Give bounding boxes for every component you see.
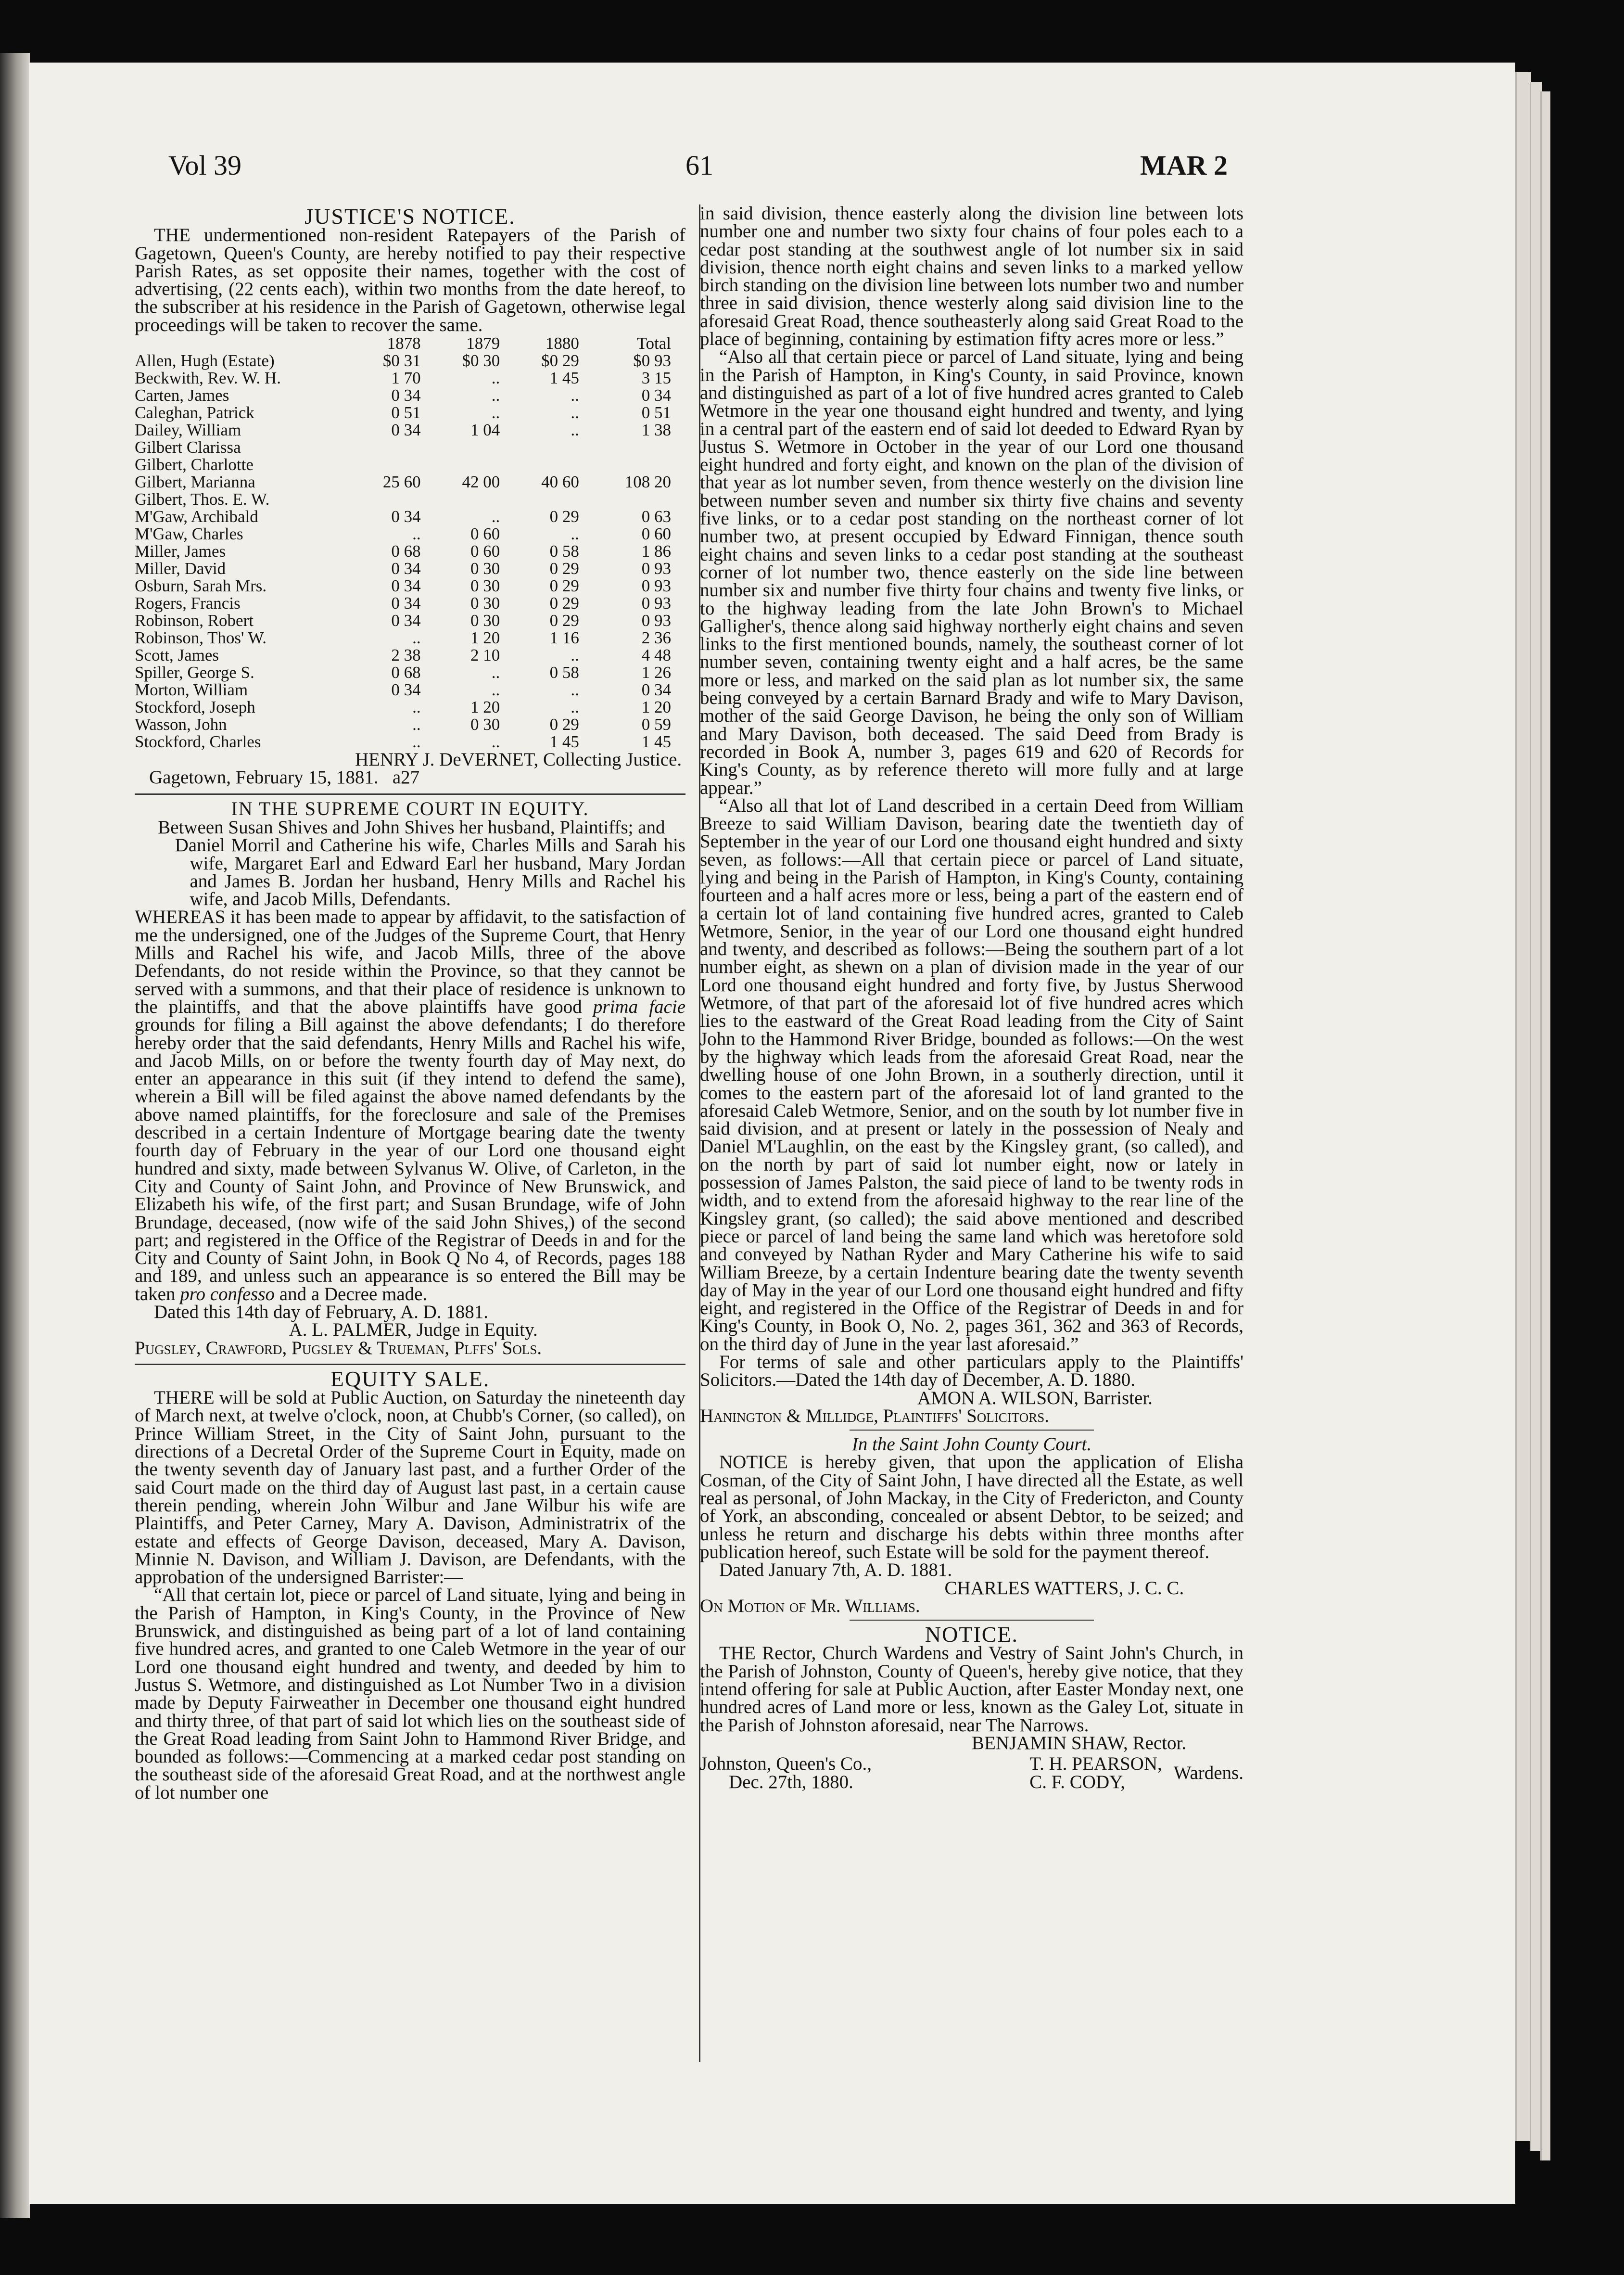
equity-order-body: WHEREAS it has been made to appear by affidavit, to the satisfaction of me the undersigned, one of the Judges of the Supreme Court, that Henry Mills and Rachel his wife, and Jacob Mills, three of the above Defendants, do not reside within the Province, so that they cannot be served with a summons, and that their place of residence is unknown to the plaintiffs, and that the above plaintiffs have good prima facie grounds for filing a Bill against the above defendants; I do therefore hereby order that the said defendants, Henry Mills and Rachel his wife, and Jacob Mills, on or before the twenty fourth day of May next, do enter an appearance in this suit (if they intend to defend the same), wherein a Bill will be filed against the above named defendants by the above named plaintiffs, for the foreclosure and sale of the Premises described in a certain Indenture of Mortgage bearing date the twenty fourth day of February in the year of our Lord one thousand eight hundred and sixty, made between Sylvanus W. Olive, of Carleton, in the City and County of Saint John, and Province of New Brunswick, and Elizabeth his wife, of the first part; and Susan Brundage, wife of John Brundage, deceased, (now wife of the said John Shives,) of the second part; and registered in the Office of the Registrar of Deeds in and for the City and County of Saint John, in Book Q No 4, of Records, pages 188 and 189, and unless such an appearance is so entered the Bill may be taken pro confesso and a Decree made. bbox=[135, 907, 685, 1304]
county-court-title: In the Saint John County Court. bbox=[851, 1434, 1092, 1455]
rate-cell: .. bbox=[491, 680, 500, 700]
rate-cell: 0 29 bbox=[549, 507, 579, 526]
rate-cell bbox=[594, 491, 685, 508]
county-court-body: NOTICE is hereby given, that upon the application of Elisha Cosman, of the City of Saint John, I have directed all the Estate, as well real as personal, of John Mackay, in the City of Fredericton, and County of York, an absconding, concealed or absent Debtor, to be seized; and unless he return and discharge his debts within three months after publication hereof, such Estate will be sold for the payment thereof. bbox=[700, 1452, 1243, 1562]
page-header bbox=[140, 149, 1241, 202]
rate-cell: 0 29 bbox=[549, 559, 579, 578]
table-row bbox=[135, 370, 685, 387]
rate-cell: .. bbox=[571, 646, 579, 665]
justice-notice-title: JUSTICE'S NOTICE. bbox=[304, 204, 516, 229]
rate-cell: 0 58 bbox=[549, 542, 579, 561]
rate-cell: 2 36 bbox=[641, 628, 671, 648]
county-court-dated: Dated January 7th, A. D. 1881. bbox=[719, 1559, 952, 1581]
rate-cell: 0 34 bbox=[641, 680, 671, 700]
table-row bbox=[135, 387, 685, 404]
equity-parties-plaintiffs: Between Susan Shives and John Shives her husband, Plaintiffs; and bbox=[158, 817, 665, 838]
ratepayer-name: M'Gaw, Charles bbox=[135, 524, 243, 544]
rate-cell bbox=[594, 439, 685, 456]
rate-cell: .. bbox=[571, 403, 579, 422]
rate-cell: 0 30 bbox=[470, 715, 500, 734]
rate-cell: 42 00 bbox=[462, 473, 500, 492]
ratepayer-name: Rogers, Francis bbox=[135, 594, 241, 613]
equity-solicitors: Pugsley, Crawford, Pugsley & Trueman, Plffs' Sols. bbox=[135, 1337, 542, 1358]
rate-cell: 0 34 bbox=[391, 594, 421, 613]
table-row bbox=[135, 629, 685, 647]
left-column bbox=[135, 204, 700, 2062]
equity-sale-body: THERE will be sold at Public Auction, on Saturday the nineteenth day of March next, at twelve o'clock, noon, at Chubb's Corner, (so called), on Prince William Street, in the City of Saint John, pursuant to the directions of a Decretal Order of the Supreme Court in Equity, made on the twenty seventh day of January last past, and a further Order of the said Court made on the third day of August last past, in a certain cause therein pending, wherein John Wilbur and Jane Wilbur his wife are Plaintiffs, and Peter Carney, Mary A. Davison, Administratrix of the estate and effects of George Davison, deceased, Mary A. Davison, Minnie N. Davison, and William J. Davison, are Defendants, with the approbation of the undersigned Barrister:— bbox=[135, 1387, 685, 1588]
divider bbox=[850, 1430, 1094, 1431]
ratepayer-name: Dailey, William bbox=[135, 421, 241, 440]
rate-cell bbox=[435, 491, 515, 508]
page-number: 61 bbox=[685, 150, 713, 181]
rate-cell: 1 20 bbox=[470, 628, 500, 648]
ratepayer-name: Gilbert, Thos. E. W. bbox=[135, 490, 270, 509]
equity-sale-terms: For terms of sale and other particulars apply to the Plaintiffs' Solicitors.—Dated the 14th day of December, A. D. 1880. bbox=[700, 1352, 1243, 1391]
rate-cell: 1 20 bbox=[641, 698, 671, 717]
notice-place-date: Johnston, Queen's Co., Dec. 27th, 1880. bbox=[700, 1753, 872, 1792]
rate-cell: 1 45 bbox=[549, 732, 579, 752]
warden-names: T. H. PEARSON, C. F. CODY, Wardens. bbox=[1029, 1753, 1243, 1792]
rate-cell: 3 15 bbox=[641, 369, 671, 388]
rate-cell: .. bbox=[412, 628, 421, 648]
equity-sale-lot-one: “All that certain lot, piece or parcel of Land situate, lying and being in the Parish of Hampton, in King's County, in the Province of New Brunswick, and distinguished as being part of a lot of land containing five hundred acres, and granted to one Caleb Wetmore in the year of our Lord one thousand eight hundred and twenty, and deeded by him to Justus S. Wetmore, and distinguished as Lot Number Two in a division made by Deputy Fairweather in December one thousand eight hundred and thirty three, of that part of said lot which lies on the southeast side of the Great Road leading from Saint John to Hammond River Bridge, and bounded as follows:—Commencing at a marked cedar post standing on the southeast side of the aforesaid Great Road, and at the northwest angle of lot number one bbox=[135, 1585, 685, 1803]
rector-signature: BENJAMIN SHAW, Rector. bbox=[972, 1732, 1187, 1753]
judge-signature: A. L. PALMER, Judge in Equity. bbox=[289, 1319, 538, 1341]
county-motion: On Motion of Mr. Williams. bbox=[700, 1595, 920, 1616]
divider bbox=[135, 793, 685, 795]
ratepayer-name: Morton, William bbox=[135, 680, 248, 700]
rate-cell: $0 93 bbox=[633, 351, 671, 371]
rate-cell: 4 48 bbox=[641, 646, 671, 665]
table-row bbox=[135, 404, 685, 422]
rate-cell: .. bbox=[571, 386, 579, 405]
rate-cell: 0 30 bbox=[470, 594, 500, 613]
ratepayer-name: Miller, David bbox=[135, 559, 226, 578]
rate-cell: 0 34 bbox=[391, 559, 421, 578]
equity-court-title: IN THE SUPREME COURT IN EQUITY. bbox=[231, 797, 589, 819]
table-row bbox=[135, 456, 685, 473]
rate-cell: 0 34 bbox=[391, 507, 421, 526]
church-notice-title: NOTICE. bbox=[925, 1622, 1019, 1647]
wardens-block bbox=[700, 1755, 1243, 1791]
collecting-justice-signature: HENRY J. DeVERNET, Collecting Justice. bbox=[355, 749, 682, 770]
rate-cell: $0 29 bbox=[541, 351, 579, 371]
book-binding-edge bbox=[0, 53, 30, 2218]
rate-cell: .. bbox=[571, 421, 579, 440]
rate-cell: 1 26 bbox=[641, 663, 671, 682]
rate-cell: 0 60 bbox=[641, 524, 671, 544]
rate-cell: .. bbox=[412, 524, 421, 544]
equity-sale-lot-two: “Also all that certain piece or parcel of Land situate, lying and being in the Parish of Hampton, in King's County, in said Province, known and distinguished as part of a lot of five hundred acres granted to Caleb Wetmore in the year one thousand eight hundred and twenty, and lying in a central part of the eastern end of said lot deeded to Edward Ryan by Justus S. Wetmore in October in the year of our Lord one thousand eight hundred and forty eight, and known on the plan of the division of that year as lot number seven, from thence westerly on the division line between number seven and number six thirty five chains and seventy five links, or to a cedar post standing on the northeast corner of lot number two, at present occupied by Edward Finnigan, thence south eight chains and seven links to a cedar post standing at the southeast corner of lot number two, thence easterly on the side line between number six and number five thirty four chains and twenty five links, or to the highway leading from the late John Brown's to Michael Galligher's, thence along said highway northerly eight chains and seven links to the first mentioned bounds, namely, the southeast corner of lot number seven, containing twenty eight and a half acres, be the same more or less, and marked on the said plan as lot number six, the same being conveyed by a certain Barnard Brady and wife to Mary Davison, mother of the said George Davison, he being the only son of William and Mary Davison, both deceased. The said Deed from Brady is recorded in Book A, number 3, pages 619 and 620 of Records for King's County, as by reference thereto will more fully and at large appear.” bbox=[700, 346, 1243, 798]
rate-cell: .. bbox=[491, 507, 500, 526]
rate-cell: 1 20 bbox=[470, 698, 500, 717]
rate-cell: 0 63 bbox=[641, 507, 671, 526]
table-row bbox=[135, 664, 685, 681]
page-edge bbox=[1540, 91, 1550, 2160]
county-clerk-signature: CHARLES WATTERS, J. C. C. bbox=[944, 1577, 1184, 1598]
table-row bbox=[135, 647, 685, 664]
right-column bbox=[700, 204, 1243, 1791]
rate-cell: .. bbox=[412, 715, 421, 734]
divider bbox=[850, 1620, 1094, 1621]
rate-cell: 0 93 bbox=[641, 576, 671, 596]
rate-cell: 0 30 bbox=[470, 559, 500, 578]
rate-cell: .. bbox=[412, 732, 421, 752]
rate-cell: 0 59 bbox=[641, 715, 671, 734]
rate-cell: $0 31 bbox=[382, 351, 421, 371]
ratepayer-name: Stockford, Joseph bbox=[135, 698, 255, 717]
rate-cell: 1 70 bbox=[391, 369, 421, 388]
table-row bbox=[135, 560, 685, 577]
rate-cell bbox=[356, 439, 435, 456]
table-row bbox=[135, 508, 685, 525]
church-notice-body: THE Rector, Church Wardens and Vestry of Saint John's Church, in the Parish of Johnston, County of Queen's, hereby give notice, that they intend offering for sale at Public Auction, after Easter Monday next, one hundred acres of Land more or less, known as the Galey Lot, situate in the Parish of Johnston aforesaid, near The Narrows. bbox=[700, 1643, 1243, 1736]
rate-cell: 0 93 bbox=[641, 594, 671, 613]
justice-notice-body: THE undermentioned non-resident Ratepayers of the Parish of Gagetown, Queen's County, are hereby notified to pay their respective Parish Rates, as set opposite their names, together with the cost of advertising, (22 cents each), within two months from the date hereof, to the subscriber at his residence in the Parish of Gagetown, otherwise legal proceedings will be taken to recover the same. bbox=[135, 225, 685, 335]
ratepayers-rows bbox=[135, 352, 685, 751]
ratepayer-name: Spiller, George S. bbox=[135, 663, 254, 682]
page-edge bbox=[1515, 72, 1531, 2141]
rate-cell: .. bbox=[571, 698, 579, 717]
rate-cell: 0 58 bbox=[549, 663, 579, 682]
rate-cell: .. bbox=[491, 369, 500, 388]
table-row bbox=[135, 439, 685, 456]
rate-cell: 0 68 bbox=[391, 542, 421, 561]
ratepayers-table bbox=[135, 335, 685, 751]
rate-cell: 0 34 bbox=[391, 576, 421, 596]
rate-cell: 108 20 bbox=[624, 473, 671, 492]
rate-cell: .. bbox=[491, 732, 500, 752]
ratepayer-name: Carten, James bbox=[135, 386, 229, 405]
table-row bbox=[135, 352, 685, 370]
rate-cell: .. bbox=[412, 698, 421, 717]
table-row bbox=[135, 525, 685, 543]
rate-cell: 0 60 bbox=[470, 524, 500, 544]
rate-cell: 1 16 bbox=[549, 628, 579, 648]
ratepayer-name: Robinson, Robert bbox=[135, 611, 254, 630]
ratepayer-name: Stockford, Charles bbox=[135, 732, 261, 752]
rate-cell: .. bbox=[491, 386, 500, 405]
table-row bbox=[135, 612, 685, 629]
ratepayer-name: Wasson, John bbox=[135, 715, 227, 734]
rate-cell: .. bbox=[491, 403, 500, 422]
rate-cell: 1 45 bbox=[549, 369, 579, 388]
table-row bbox=[135, 595, 685, 612]
table-row bbox=[135, 733, 685, 751]
rate-cell: 0 29 bbox=[549, 576, 579, 596]
rate-cell: 1 86 bbox=[641, 542, 671, 561]
rate-cell: 0 93 bbox=[641, 559, 671, 578]
ratepayer-name: Beckwith, Rev. W. H. bbox=[135, 369, 281, 388]
rate-cell: $0 30 bbox=[462, 351, 500, 371]
rate-cell: 0 29 bbox=[549, 715, 579, 734]
table-row bbox=[135, 491, 685, 508]
table-header-row: 1878 1879 1880 Total bbox=[387, 334, 671, 353]
rate-cell: 1 45 bbox=[641, 732, 671, 752]
rate-cell: 0 34 bbox=[391, 386, 421, 405]
rate-cell bbox=[356, 456, 435, 473]
ratepayer-name: Osburn, Sarah Mrs. bbox=[135, 576, 267, 596]
justice-dateline: Gagetown, February 15, 1881. a27 bbox=[149, 767, 420, 788]
volume-label: Vol 39 bbox=[168, 150, 242, 181]
table-row bbox=[135, 473, 685, 491]
ratepayer-name: Allen, Hugh (Estate) bbox=[135, 351, 275, 371]
rate-cell: 0 51 bbox=[391, 403, 421, 422]
rate-cell: 0 34 bbox=[391, 611, 421, 630]
issue-date: MAR 2 bbox=[1140, 150, 1228, 181]
table-row bbox=[135, 699, 685, 716]
rate-cell: .. bbox=[491, 663, 500, 682]
rate-cell: .. bbox=[571, 680, 579, 700]
rate-cell: 0 30 bbox=[470, 576, 500, 596]
rate-cell bbox=[594, 456, 685, 473]
equity-parties-defendants: Daniel Morril and Catherine his wife, Charles Mills and Sarah his wife, Margaret Earl and Edward Earl her husband, Mary Jordan and James B. Jordan her husband, Henry Mills and Rachel his wife, and Jacob Mills, Defendants. bbox=[175, 835, 685, 910]
rate-cell: 25 60 bbox=[382, 473, 421, 492]
rate-cell bbox=[514, 491, 594, 508]
rate-cell: .. bbox=[571, 524, 579, 544]
rate-cell: 0 30 bbox=[470, 611, 500, 630]
table-row bbox=[135, 716, 685, 733]
equity-sale-title: EQUITY SALE. bbox=[330, 1366, 490, 1391]
rate-cell bbox=[435, 439, 515, 456]
table-row bbox=[135, 543, 685, 560]
rate-cell bbox=[435, 456, 515, 473]
ratepayer-name: Robinson, Thos' W. bbox=[135, 628, 267, 648]
rate-cell: 0 29 bbox=[549, 594, 579, 613]
rate-cell: 0 93 bbox=[641, 611, 671, 630]
rate-cell bbox=[356, 491, 435, 508]
rate-cell: 0 29 bbox=[549, 611, 579, 630]
rate-cell: 0 51 bbox=[641, 403, 671, 422]
ratepayer-name: Miller, James bbox=[135, 542, 226, 561]
table-row bbox=[135, 681, 685, 699]
ratepayer-name: Scott, James bbox=[135, 646, 219, 665]
rate-cell: 40 60 bbox=[541, 473, 579, 492]
rate-cell: 0 34 bbox=[641, 386, 671, 405]
ratepayer-name: Caleghan, Patrick bbox=[135, 403, 254, 422]
rate-cell: 0 34 bbox=[391, 421, 421, 440]
rate-cell: 2 10 bbox=[470, 646, 500, 665]
table-row bbox=[135, 422, 685, 439]
barrister-signature: AMON A. WILSON, Barrister. bbox=[917, 1387, 1153, 1408]
rate-cell: 1 38 bbox=[641, 421, 671, 440]
rate-cell bbox=[514, 439, 594, 456]
rate-cell: 1 04 bbox=[470, 421, 500, 440]
ratepayer-name: M'Gaw, Archibald bbox=[135, 507, 258, 526]
equity-dated: Dated this 14th day of February, A. D. 1881. bbox=[154, 1301, 489, 1322]
rate-cell: 2 38 bbox=[391, 646, 421, 665]
rate-cell: 0 68 bbox=[391, 663, 421, 682]
ratepayer-name: Gilbert Clarissa bbox=[135, 438, 241, 457]
equity-sale-lot-three: “Also all that lot of Land described in a certain Deed from William Breeze to said William Davison, bearing date the twentieth day of September in the year of our Lord one thousand eight hundred and sixty seven, as follows:—All that certain piece or parcel of Land situate, lying and being in the Parish of Hampton, in King's County, containing fourteen and a half acres more or less, being a part of the eastern end of a certain lot of land containing five hundred acres, granted to Caleb Wetmore, Senior, in the year of our Lord one thousand eight hundred and twenty, and described as follows:—Being the southern part of a lot number eight, as shewn on a plan of division made in the year of our Lord one thousand eight hundred and forty five, by Justus Sherwood Wetmore, of that part of the aforesaid lot of five hundred acres which lies to the eastward of the Great Road leading from the City of Saint John to the Hammond River Bridge, bounded as follows:—On the west by the highway which leads from the aforesaid Great Road, near the dwelling house of one John Brown, in a southerly direction, until it comes to the eastern part of the aforesaid lot of land granted to the aforesaid Caleb Wetmore, Senior, and on the south by lot number five in said division, and at present or lately in the possession of Nealy and Daniel M'Laughlin, on the east by the Kingsley grant, (so called), and on the north by part of said lot number eight, now or lately in possession of James Palston, the said piece of land to be twenty rods in width, and to extend from the aforesaid highway to the rear line of the Kingsley grant, (so called); the said above mentioned and described piece or parcel of land being the same land which was heretofore sold and conveyed by Nathan Ryder and Mary Catherine his wife to said William Breeze, by a certain Indenture bearing date the twenty seventh day of May in the year of our Lord one thousand eight hundred and fifty eight, and registered in the Office of the Registrar of Deeds in and for King's County, in Book O, No. 2, pages 361, 362 and 363 of Records, on the third day of June in the year last aforesaid.” bbox=[700, 795, 1243, 1355]
rate-cell bbox=[514, 456, 594, 473]
rate-cell: 0 60 bbox=[470, 542, 500, 561]
equity-sale-continued: in said division, thence easterly along the division line between lots number one and number two sixty four chains of four poles each to a cedar post standing at the southwest angle of lot number six in said division, thence north eight chains and seven links to a marked yellow birch standing on the division line between lots number two and number three in said division, thence westerly along said division line to the aforesaid Great Road, thence southeasterly along said Great Road to the place of beginning, containing by estimation fifty acres more or less.” bbox=[700, 203, 1243, 350]
table-row bbox=[135, 577, 685, 595]
ratepayer-name: Gilbert, Marianna bbox=[135, 473, 255, 492]
divider bbox=[135, 1364, 685, 1365]
rate-cell: 0 34 bbox=[391, 680, 421, 700]
ratepayer-name: Gilbert, Charlotte bbox=[135, 455, 254, 474]
sale-solicitors: Hanington & Millidge, Plaintiffs' Solicitors. bbox=[700, 1405, 1050, 1426]
